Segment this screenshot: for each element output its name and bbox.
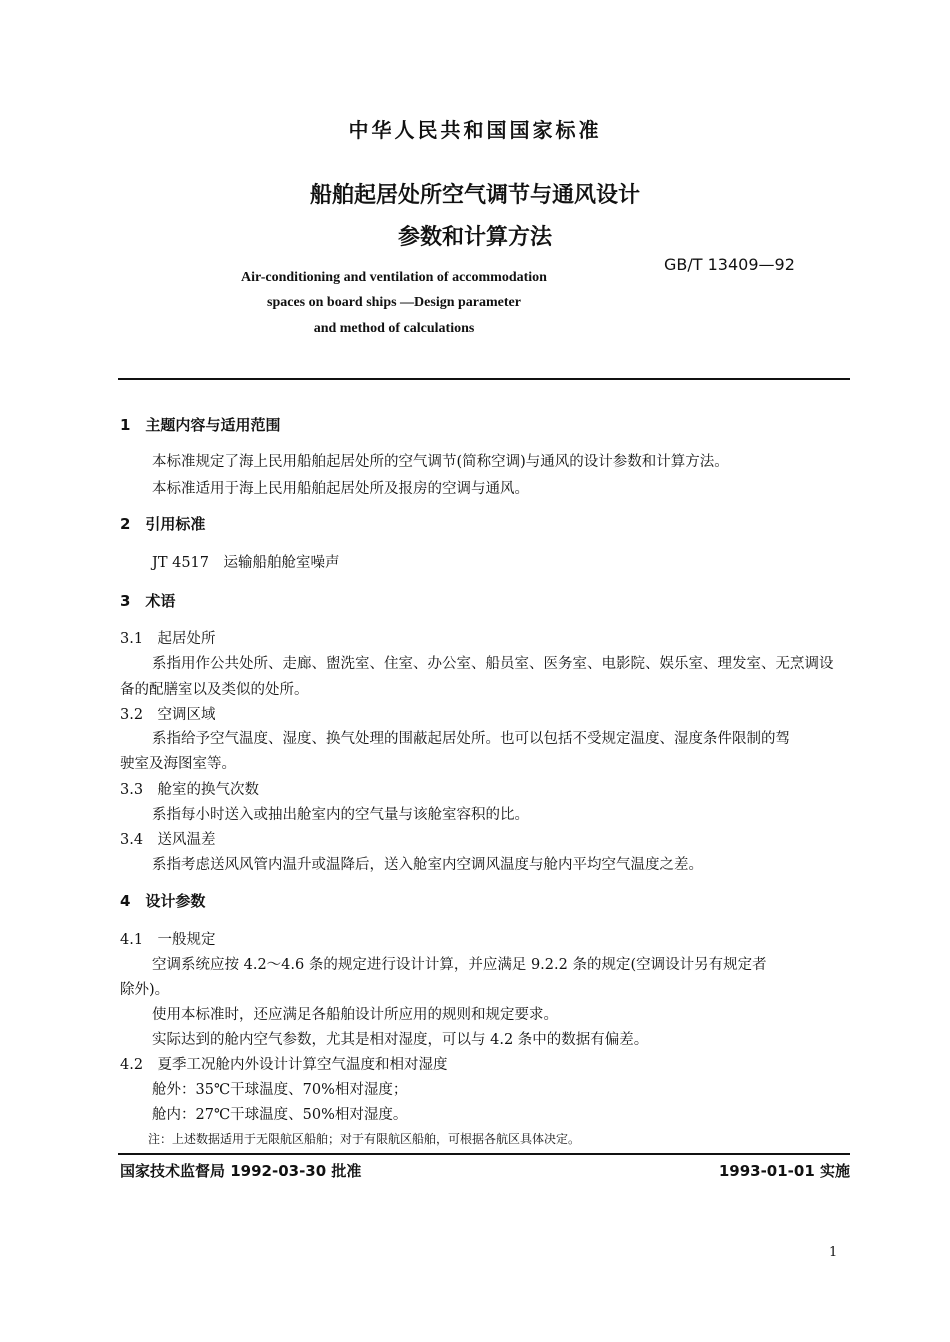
page-number: 1 [829, 1245, 838, 1260]
term-3-3-line-1: 系指每小时送入或抽出舱室内的空气量与该舱室容积的比。 [152, 807, 529, 823]
standard-header: 中华人民共和国国家标准 [348, 118, 602, 142]
term-3-1-title: 3.1 起居处所 [120, 631, 216, 647]
clause-4-2-inside: 舱内：27℃干球温度、50%相对湿度。 [152, 1107, 408, 1123]
term-3-2-line-1: 系指给予空气温度、湿度、换气处理的围蔽起居处所。也可以包括不受规定温度、湿度条件限制的驾 [152, 731, 790, 747]
clause-4-1-title: 4.1 一般规定 [120, 932, 216, 948]
term-3-2-line-2: 驶室及海图室等。 [120, 756, 236, 772]
term-3-3-title: 3.3 舱室的换气次数 [120, 782, 260, 798]
standard-code: GB/T 13409—92 [664, 255, 795, 274]
clause-4-1-line-3: 使用本标准时，还应满足各船舶设计所应用的规则和规定要求。 [152, 1007, 558, 1023]
clause-4-2-note: 注：上述数据适用于无限航区船舶；对于有限航区船舶，可根据各航区具体决定。 [148, 1132, 581, 1146]
approval-date: 国家技术监督局 1992-03-30 批准 [120, 1162, 362, 1180]
term-3-1-line-2: 备的配膳室以及类似的处所。 [120, 682, 309, 698]
term-3-4-title: 3.4 送风温差 [120, 832, 216, 848]
term-3-2-title: 3.2 空调区域 [120, 707, 216, 723]
clause-4-2-title: 4.2 夏季工况舱内外设计计算空气温度和相对湿度 [120, 1057, 448, 1073]
header-rule [118, 378, 850, 380]
effective-date: 1993-01-01 实施 [718, 1162, 850, 1180]
section-2-heading: 2 引用标准 [120, 515, 206, 533]
section-3-heading: 3 术语 [120, 592, 176, 610]
title-en-line2: spaces on board ships —Design parameter [267, 295, 521, 310]
section-2-reference: JT 4517 运输船舶舱室噪声 [152, 555, 340, 571]
section-1-para-2: 本标准适用于海上民用船舶起居处所及报房的空调与通风。 [152, 481, 529, 497]
title-cn-line1: 船舶起居处所空气调节与通风设计 [309, 183, 640, 208]
section-1-heading: 1 主题内容与适用范围 [120, 416, 281, 434]
footer-rule [118, 1153, 850, 1155]
clause-4-2-outside: 舱外：35℃干球温度、70%相对湿度； [152, 1082, 408, 1098]
title-en-line3: and method of calculations [313, 321, 475, 336]
title-cn-line2: 参数和计算方法 [397, 225, 552, 250]
term-3-4-line-1: 系指考虑送风风管内温升或温降后，送入舱室内空调风温度与舱内平均空气温度之差。 [152, 857, 703, 873]
title-en-line1: Air-conditioning and ventilation of accommodation [241, 270, 547, 285]
section-4-heading: 4 设计参数 [120, 892, 206, 910]
clause-4-1-line-2: 除外)。 [120, 982, 170, 998]
section-1-para-1: 本标准规定了海上民用船舶起居处所的空气调节(简称空调)与通风的设计参数和计算方法。 [152, 454, 729, 470]
clause-4-1-line-4: 实际达到的舱内空气参数，尤其是相对湿度，可以与 4.2 条中的数据有偏差。 [152, 1032, 649, 1048]
clause-4-1-line-1: 空调系统应按 4.2～4.6 条的规定进行设计计算，并应满足 9.2.2 条的规定(空调设计另有规定者 [152, 957, 767, 973]
term-3-1-line-1: 系指用作公共处所、走廊、盥洗室、住室、办公室、船员室、医务室、电影院、娱乐室、理发室、无烹调设 [152, 656, 834, 672]
